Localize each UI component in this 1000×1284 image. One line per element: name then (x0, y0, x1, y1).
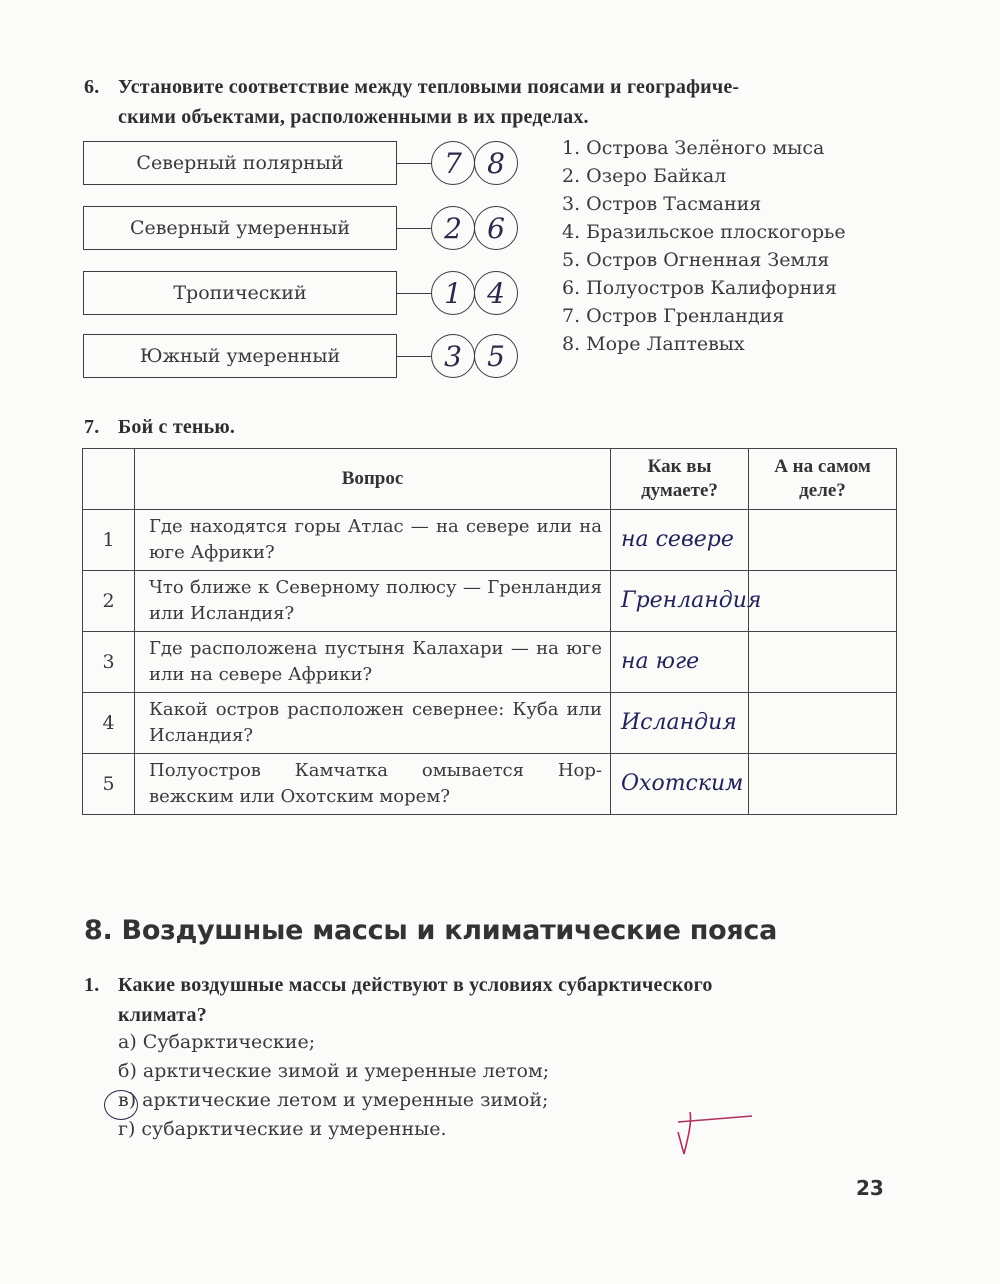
header-question-text: Вопрос (341, 468, 404, 489)
header-actual-line1: А на самом (774, 456, 871, 477)
geo-object-item: 2. Озеро Байкал (562, 165, 727, 187)
zone-box-tropical (83, 271, 397, 315)
row-guess[interactable]: Охотским (611, 754, 749, 815)
row-guess[interactable]: Исландия (611, 693, 749, 754)
row-question: Где расположена пустыня Калахари — на юге или на севере Африки? (135, 632, 611, 693)
zone-box-north-temperate (83, 206, 397, 250)
page-number: 23 (856, 1176, 884, 1200)
zone-label: Северный полярный (136, 152, 344, 174)
task7-title (84, 412, 235, 442)
answer-value: 7 (444, 146, 462, 180)
geo-object-item: 1. Острова Зелёного мыса (562, 137, 825, 159)
q1-prompt-line1: Какие воздушные массы действуют в условиях субарктического (118, 974, 713, 996)
answer-circle[interactable] (431, 271, 475, 315)
zone-label: Южный умеренный (139, 345, 341, 367)
header-actual (749, 449, 897, 510)
geo-object-item: 6. Полуостров Калифорния (562, 277, 837, 299)
zone-label: Тропический (173, 282, 307, 304)
header-num (83, 449, 135, 510)
row-question: Полуостров Камчатка омывается Нор-вежским или Охотским морем? (135, 754, 611, 815)
table-row (83, 571, 897, 632)
option-a[interactable]: а) Субарктические; (118, 1031, 316, 1053)
row-guess[interactable]: на юге (611, 632, 749, 693)
zone-box-south-temperate (83, 334, 397, 378)
option-b[interactable]: б) арктические зимой и умеренные летом; (118, 1060, 550, 1082)
task6-prompt-line2: скими объектами, расположенными в их пределах. (118, 106, 589, 128)
answer-value: 2 (444, 211, 462, 245)
row-question: Какой остров расположен севернее: Куба или Исландия? (135, 693, 611, 754)
task7-number: 7. (84, 416, 100, 438)
geo-object-item: 4. Бразильское плоскогорье (562, 221, 846, 243)
geo-object-item: 7. Остров Гренландия (562, 305, 785, 327)
teacher-check-mark-icon (668, 1110, 758, 1160)
task6-prompt-line1: Установите соответствие между тепловыми поясами и географиче- (118, 76, 740, 98)
answer-circle[interactable] (431, 334, 475, 378)
answer-value: 3 (444, 339, 462, 373)
section8-q1-prompt (84, 970, 914, 1030)
row-actual[interactable] (749, 571, 897, 632)
answer-circle[interactable] (474, 206, 518, 250)
table-row (83, 754, 897, 815)
zone-label: Северный умеренный (129, 217, 351, 239)
row-number: 3 (83, 632, 135, 693)
answer-value: 4 (487, 276, 505, 310)
q1-number: 1. (84, 974, 100, 996)
row-question: Что ближе к Северному полюсу — Гренландия или Исландия? (135, 571, 611, 632)
header-question (135, 449, 611, 510)
header-guess-line1: Как вы (647, 456, 712, 477)
row-actual[interactable] (749, 510, 897, 571)
zone-box-north-polar (83, 141, 397, 185)
answer-value: 8 (487, 146, 505, 180)
q1-options (118, 1028, 549, 1144)
answer-circle[interactable] (474, 141, 518, 185)
connector-line (397, 163, 431, 164)
answer-circle[interactable] (431, 206, 475, 250)
task6-prompt (84, 72, 914, 132)
connector-line (397, 356, 431, 357)
geo-object-item: 3. Остров Тасмания (562, 193, 762, 215)
answer-value: 1 (444, 276, 462, 310)
table-row (83, 632, 897, 693)
task6-number: 6. (84, 76, 100, 98)
selected-option-circle (104, 1090, 138, 1120)
shadow-fight-table (82, 448, 897, 815)
row-guess[interactable]: на севере (611, 510, 749, 571)
answer-circle[interactable] (431, 141, 475, 185)
table-row (83, 510, 897, 571)
answer-value: 5 (487, 339, 505, 373)
geo-objects-list (562, 134, 846, 358)
row-question: Где находятся горы Атлас — на севере или на юге Африки? (135, 510, 611, 571)
row-number: 4 (83, 693, 135, 754)
answer-circle[interactable] (474, 271, 518, 315)
table-row (83, 693, 897, 754)
q1-prompt-line2: климата? (118, 1004, 207, 1026)
header-guess (611, 449, 749, 510)
option-v-selected[interactable]: в) арктические летом и умеренные зимой; (118, 1089, 549, 1111)
row-number: 2 (83, 571, 135, 632)
row-actual[interactable] (749, 754, 897, 815)
section-heading: 8. Воздушные массы и климатические пояса (84, 915, 778, 946)
geo-object-item: 5. Остров Огненная Земля (562, 249, 830, 271)
answer-value: 6 (487, 211, 505, 245)
header-guess-line2: думаете? (641, 480, 718, 501)
row-guess[interactable]: Гренландия (611, 571, 749, 632)
table-header-row (83, 449, 897, 510)
connector-line (397, 228, 431, 229)
row-number: 5 (83, 754, 135, 815)
option-g[interactable]: г) субарктические и умеренные. (118, 1118, 447, 1140)
connector-line (397, 293, 431, 294)
answer-circle[interactable] (474, 334, 518, 378)
task7-title-text: Бой с тенью. (118, 416, 236, 438)
geo-object-item: 8. Море Лаптевых (562, 333, 745, 355)
row-number: 1 (83, 510, 135, 571)
row-actual[interactable] (749, 693, 897, 754)
header-actual-line2: деле? (799, 480, 846, 501)
row-actual[interactable] (749, 632, 897, 693)
